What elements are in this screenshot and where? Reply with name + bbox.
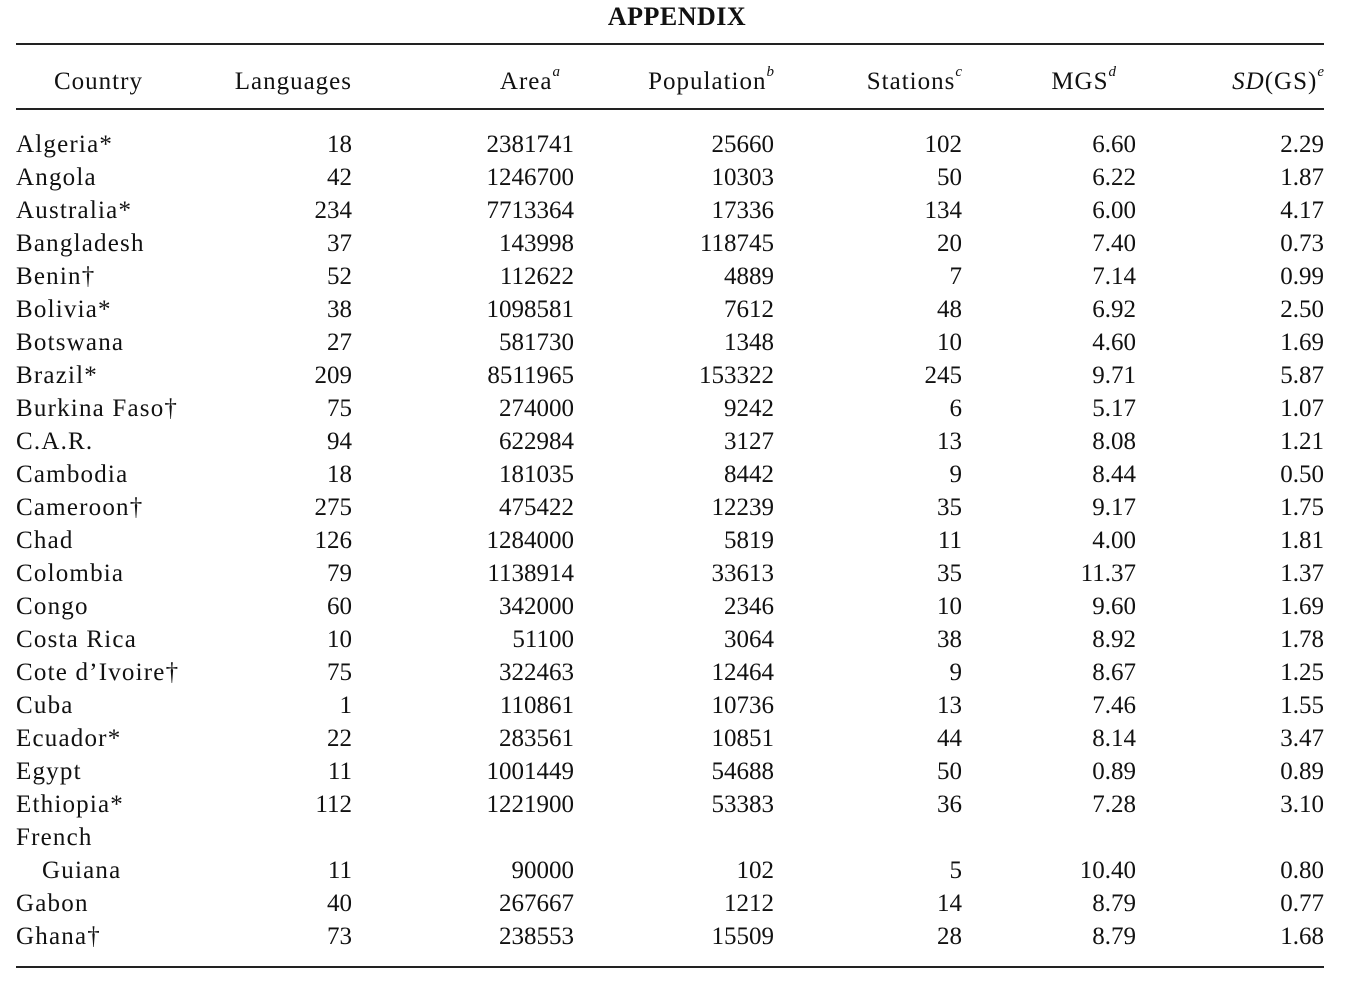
cell-languages — [206, 821, 352, 854]
cell-mgs: 8.79 — [1092, 889, 1136, 917]
col-header-languages — [206, 55, 352, 108]
cell-stations: 50 — [937, 757, 962, 785]
cell-languages: 40 — [327, 889, 352, 917]
cell-country: Angola — [16, 163, 97, 191]
table-row — [16, 359, 1324, 392]
cell-mgs — [962, 821, 1136, 854]
cell-area: 110861 — [499, 691, 574, 719]
cell-mgs: 9.71 — [1092, 361, 1136, 389]
cell-sd: 0.73 — [1280, 229, 1324, 257]
footnote-marker-c: c — [955, 63, 962, 80]
cell-mgs: 9.60 — [1092, 592, 1136, 620]
cell-sd: 1.21 — [1280, 427, 1324, 455]
cell-languages: 73 — [327, 922, 352, 950]
cell-country: Guiana — [42, 856, 122, 884]
cell-sd: 0.89 — [1280, 757, 1324, 785]
cell-population: 1348 — [724, 328, 774, 356]
cell-stations: 44 — [937, 724, 962, 752]
cell-mgs: 4.00 — [1092, 526, 1136, 554]
cell-stations: 38 — [937, 625, 962, 653]
cell-population: 10851 — [711, 724, 774, 752]
cell-area: 1221900 — [486, 790, 574, 818]
header-spacer — [16, 108, 1324, 128]
cell-country: Bangladesh — [16, 229, 145, 257]
spacer-cell — [16, 108, 1324, 128]
cell-stations — [774, 821, 962, 854]
cell-country: Congo — [16, 592, 89, 620]
table-row — [16, 557, 1324, 590]
cell-stations: 10 — [937, 592, 962, 620]
table-row — [16, 656, 1324, 689]
table-row — [16, 590, 1324, 623]
cell-population: 17336 — [711, 196, 774, 224]
cell-population: 2346 — [724, 592, 774, 620]
footnote-marker-d: d — [1108, 63, 1116, 80]
cell-area: 1098581 — [486, 295, 574, 323]
cell-languages: 75 — [327, 394, 352, 422]
table-row — [16, 227, 1324, 260]
cell-area: 143998 — [499, 229, 574, 257]
cell-population: 153322 — [699, 361, 774, 389]
cell-languages: 27 — [327, 328, 352, 356]
cell-area: 283561 — [499, 724, 574, 752]
cell-languages: 112 — [315, 790, 352, 818]
page-title: APPENDIX — [607, 2, 747, 31]
cell-languages: 11 — [327, 856, 352, 884]
cell-mgs: 7.40 — [1092, 229, 1136, 257]
cell-country: Cuba — [16, 691, 74, 719]
cell-mgs: 11.37 — [1080, 559, 1136, 587]
cell-population — [574, 821, 774, 854]
table-row — [16, 128, 1324, 161]
cell-languages: 37 — [327, 229, 352, 257]
cell-sd: 1.25 — [1280, 658, 1324, 686]
col-header-languages-label: Languages — [234, 67, 352, 95]
cell-country: Australia* — [16, 196, 133, 224]
cell-stations: 36 — [937, 790, 962, 818]
header-row — [16, 55, 1324, 108]
cell-sd: 1.69 — [1280, 592, 1324, 620]
top-rule — [16, 43, 1324, 45]
cell-area: 2381741 — [486, 130, 574, 158]
cell-stations: 5 — [949, 856, 962, 884]
cell-sd: 3.10 — [1280, 790, 1324, 818]
cell-area: 622984 — [499, 427, 574, 455]
cell-stations: 102 — [924, 130, 962, 158]
footnote-marker-a: a — [552, 63, 560, 80]
cell-area: 1138914 — [487, 559, 574, 587]
table-row — [16, 293, 1324, 326]
cell-stations: 11 — [937, 526, 962, 554]
cell-population: 54688 — [711, 757, 774, 785]
table-header — [16, 55, 1324, 108]
cell-stations: 9 — [949, 460, 962, 488]
col-header-mgs-label: MGS — [1051, 67, 1109, 95]
cell-area: 342000 — [499, 592, 574, 620]
cell-stations: 245 — [924, 361, 962, 389]
cell-sd: 4.17 — [1280, 196, 1324, 224]
cell-population: 3127 — [724, 427, 774, 455]
cell-languages: 18 — [327, 460, 352, 488]
col-header-area — [352, 55, 574, 108]
cell-area: 1001449 — [486, 757, 574, 785]
cell-sd: 0.80 — [1280, 856, 1324, 884]
table-body — [16, 108, 1324, 953]
cell-languages: 38 — [327, 295, 352, 323]
cell-country: Chad — [16, 526, 74, 554]
cell-sd: 0.50 — [1280, 460, 1324, 488]
cell-sd: 1.37 — [1280, 559, 1324, 587]
cell-area: 51100 — [512, 625, 574, 653]
cell-languages: 79 — [327, 559, 352, 587]
cell-languages: 209 — [314, 361, 352, 389]
footnote-marker-b: b — [766, 63, 774, 80]
cell-area: 267667 — [499, 889, 574, 917]
cell-area: 7713364 — [486, 196, 574, 224]
col-header-country-label: Country — [54, 67, 143, 95]
table-row — [16, 887, 1324, 920]
cell-area: 8511965 — [487, 361, 574, 389]
table-row — [16, 722, 1324, 755]
cell-stations: 10 — [937, 328, 962, 356]
cell-languages: 94 — [327, 427, 352, 455]
cell-population: 25660 — [711, 130, 774, 158]
cell-area: 274000 — [499, 394, 574, 422]
cell-mgs: 6.60 — [1092, 130, 1136, 158]
table-row — [16, 194, 1324, 227]
cell-mgs: 7.28 — [1092, 790, 1136, 818]
cell-sd: 1.68 — [1280, 922, 1324, 950]
cell-population: 10736 — [711, 691, 774, 719]
cell-languages: 1 — [339, 691, 352, 719]
cell-area: 90000 — [511, 856, 574, 884]
cell-area: 322463 — [499, 658, 574, 686]
cell-population: 12464 — [711, 658, 774, 686]
cell-sd: 1.69 — [1280, 328, 1324, 356]
cell-population: 4889 — [724, 262, 774, 290]
cell-country: Burkina Faso† — [16, 394, 179, 422]
col-header-stations — [774, 55, 962, 108]
table-row — [16, 821, 1324, 854]
cell-mgs: 0.89 — [1092, 757, 1136, 785]
cell-country: Benin† — [16, 262, 96, 290]
cell-country: Gabon — [16, 889, 89, 917]
cell-languages: 18 — [327, 130, 352, 158]
cell-country: Costa Rica — [16, 625, 138, 653]
cell-languages: 10 — [327, 625, 352, 653]
cell-sd: 1.55 — [1280, 691, 1324, 719]
cell-area: 112622 — [499, 262, 574, 290]
cell-languages: 75 — [327, 658, 352, 686]
cell-population: 5819 — [724, 526, 774, 554]
cell-population: 12239 — [711, 493, 774, 521]
cell-stations: 7 — [949, 262, 962, 290]
col-header-area-label: Area — [499, 67, 553, 95]
cell-sd: 2.50 — [1280, 295, 1324, 323]
col-header-mgs — [962, 55, 1136, 108]
cell-stations: 50 — [937, 163, 962, 191]
cell-area: 475422 — [499, 493, 574, 521]
cell-country: Egypt — [16, 757, 82, 785]
cell-stations: 9 — [949, 658, 962, 686]
cell-population: 102 — [736, 856, 774, 884]
cell-population: 7612 — [724, 295, 774, 323]
cell-population: 10303 — [711, 163, 774, 191]
cell-stations: 35 — [937, 559, 962, 587]
cell-country: Colombia — [16, 559, 125, 587]
cell-population: 118745 — [699, 229, 774, 257]
table-row — [16, 755, 1324, 788]
cell-mgs: 8.44 — [1092, 460, 1136, 488]
cell-area: 581730 — [499, 328, 574, 356]
col-header-sd-italic: SD — [1232, 67, 1265, 95]
cell-languages: 60 — [327, 592, 352, 620]
cell-languages: 11 — [327, 757, 352, 785]
cell-stations: 13 — [937, 691, 962, 719]
col-header-sd-rest: (GS) — [1264, 67, 1318, 95]
cell-languages: 126 — [314, 526, 352, 554]
cell-area: 181035 — [499, 460, 574, 488]
cell-area: 1246700 — [486, 163, 574, 191]
cell-sd — [1136, 821, 1324, 854]
cell-area — [352, 821, 574, 854]
table-row — [16, 458, 1324, 491]
cell-languages: 52 — [327, 262, 352, 290]
cell-population: 8442 — [724, 460, 774, 488]
table-row — [16, 392, 1324, 425]
cell-country: Brazil* — [16, 361, 98, 389]
col-header-population-label: Population — [648, 67, 767, 95]
cell-languages: 234 — [314, 196, 352, 224]
cell-mgs: 10.40 — [1079, 856, 1136, 884]
cell-country: Cambodia — [16, 460, 129, 488]
table-row — [16, 524, 1324, 557]
cell-mgs: 8.08 — [1092, 427, 1136, 455]
cell-country: Algeria* — [16, 130, 114, 158]
table-row — [16, 260, 1324, 293]
cell-sd: 1.87 — [1280, 163, 1324, 191]
cell-area: 1284000 — [486, 526, 574, 554]
cell-population: 15509 — [711, 922, 774, 950]
cell-population: 33613 — [711, 559, 774, 587]
table-row — [16, 689, 1324, 722]
cell-mgs: 6.00 — [1092, 196, 1136, 224]
cell-country: Ghana† — [16, 922, 101, 950]
col-header-country — [16, 55, 206, 108]
cell-mgs: 8.14 — [1092, 724, 1136, 752]
cell-mgs: 7.14 — [1092, 262, 1136, 290]
cell-languages: 22 — [327, 724, 352, 752]
table-row — [16, 491, 1324, 524]
cell-mgs: 4.60 — [1092, 328, 1136, 356]
cell-languages: 275 — [314, 493, 352, 521]
col-header-population — [574, 55, 774, 108]
table-row — [16, 920, 1324, 953]
cell-mgs: 9.17 — [1092, 493, 1136, 521]
cell-stations: 13 — [937, 427, 962, 455]
cell-mgs: 8.67 — [1092, 658, 1136, 686]
cell-sd: 3.47 — [1280, 724, 1324, 752]
cell-country: C.A.R. — [16, 427, 94, 455]
cell-mgs: 6.92 — [1092, 295, 1136, 323]
cell-sd: 0.99 — [1280, 262, 1324, 290]
cell-stations: 14 — [937, 889, 962, 917]
cell-country: Bolivia* — [16, 295, 112, 323]
cell-population: 1212 — [724, 889, 774, 917]
cell-population: 9242 — [724, 394, 774, 422]
cell-area: 238553 — [499, 922, 574, 950]
table-row — [16, 425, 1324, 458]
table-row — [16, 788, 1324, 821]
cell-mgs: 8.92 — [1092, 625, 1136, 653]
appendix-table — [16, 55, 1324, 953]
cell-country: Cameroon† — [16, 493, 144, 521]
col-header-sd — [1136, 55, 1324, 108]
cell-stations: 35 — [937, 493, 962, 521]
table-row — [16, 161, 1324, 194]
table-row — [16, 623, 1324, 656]
cell-sd: 5.87 — [1280, 361, 1324, 389]
cell-sd: 1.07 — [1280, 394, 1324, 422]
cell-stations: 6 — [949, 394, 962, 422]
bottom-rule — [16, 966, 1324, 968]
cell-country: French — [16, 823, 93, 851]
cell-sd: 2.29 — [1280, 130, 1324, 158]
col-header-stations-label: Stations — [866, 67, 956, 95]
table-row — [16, 326, 1324, 359]
cell-sd: 1.75 — [1280, 493, 1324, 521]
cell-sd: 0.77 — [1280, 889, 1324, 917]
cell-sd: 1.81 — [1280, 526, 1324, 554]
footnote-marker-e: e — [1317, 63, 1324, 80]
cell-country: Ecuador* — [16, 724, 122, 752]
cell-population: 3064 — [724, 625, 774, 653]
cell-population: 53383 — [711, 790, 774, 818]
cell-mgs: 7.46 — [1092, 691, 1136, 719]
cell-country: Ethiopia* — [16, 790, 125, 818]
cell-stations: 134 — [924, 196, 962, 224]
cell-stations: 48 — [937, 295, 962, 323]
cell-mgs: 5.17 — [1092, 394, 1136, 422]
cell-country: Cote d’Ivoire† — [16, 658, 180, 686]
cell-mgs: 8.79 — [1092, 922, 1136, 950]
cell-country: Botswana — [16, 328, 125, 356]
cell-sd: 1.78 — [1280, 625, 1324, 653]
table-row — [16, 854, 1324, 887]
cell-languages: 42 — [327, 163, 352, 191]
cell-stations: 28 — [937, 922, 962, 950]
cell-mgs: 6.22 — [1092, 163, 1136, 191]
cell-stations: 20 — [937, 229, 962, 257]
